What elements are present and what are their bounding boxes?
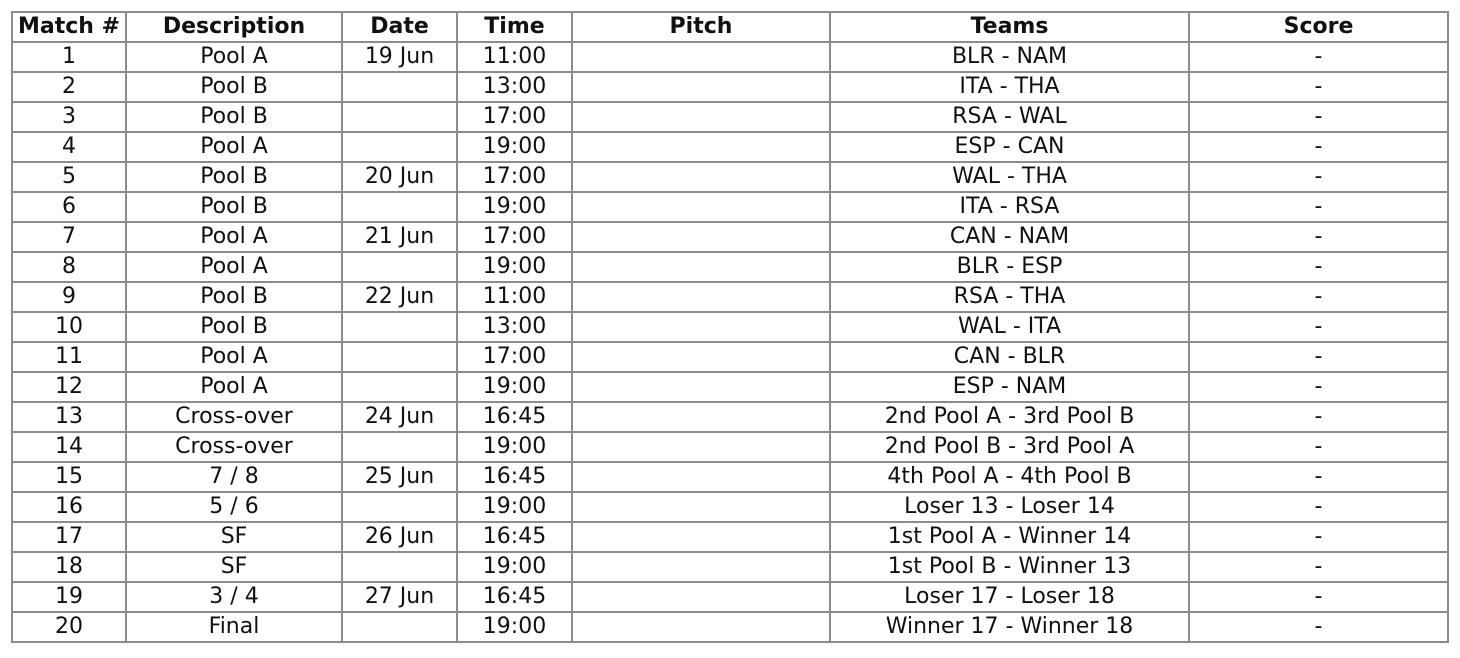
cell-match: 15 (12, 462, 126, 492)
cell-score: - (1189, 342, 1448, 372)
cell-date (342, 192, 457, 222)
cell-match: 17 (12, 522, 126, 552)
cell-description: Pool B (126, 192, 342, 222)
cell-score: - (1189, 582, 1448, 612)
cell-date (342, 132, 457, 162)
cell-description: Pool A (126, 342, 342, 372)
cell-teams: WAL - THA (830, 162, 1189, 192)
cell-date: 25 Jun (342, 462, 457, 492)
table-row (12, 582, 1448, 612)
cell-teams: Loser 13 - Loser 14 (830, 492, 1189, 522)
cell-teams: 4th Pool A - 4th Pool B (830, 462, 1189, 492)
table-row (12, 162, 1448, 192)
cell-pitch (572, 342, 830, 372)
table-row (12, 342, 1448, 372)
cell-teams: CAN - NAM (830, 222, 1189, 252)
cell-pitch (572, 252, 830, 282)
cell-match: 8 (12, 252, 126, 282)
cell-match: 11 (12, 342, 126, 372)
table-row (12, 42, 1448, 72)
cell-teams: ITA - THA (830, 72, 1189, 102)
header-score: Score (1189, 12, 1448, 42)
cell-description: SF (126, 522, 342, 552)
cell-teams: CAN - BLR (830, 342, 1189, 372)
cell-teams: ESP - CAN (830, 132, 1189, 162)
cell-match: 1 (12, 42, 126, 72)
cell-pitch (572, 372, 830, 402)
cell-match: 19 (12, 582, 126, 612)
cell-description: 5 / 6 (126, 492, 342, 522)
cell-date (342, 372, 457, 402)
cell-time: 17:00 (457, 162, 572, 192)
cell-description: 7 / 8 (126, 462, 342, 492)
cell-description: 3 / 4 (126, 582, 342, 612)
cell-pitch (572, 162, 830, 192)
cell-time: 19:00 (457, 492, 572, 522)
table-row (12, 72, 1448, 102)
table-row (12, 492, 1448, 522)
cell-teams: 1st Pool B - Winner 13 (830, 552, 1189, 582)
table-row (12, 132, 1448, 162)
cell-score: - (1189, 252, 1448, 282)
cell-score: - (1189, 282, 1448, 312)
cell-match: 2 (12, 72, 126, 102)
cell-pitch (572, 432, 830, 462)
cell-time: 16:45 (457, 402, 572, 432)
cell-time: 13:00 (457, 72, 572, 102)
cell-pitch (572, 402, 830, 432)
cell-score: - (1189, 72, 1448, 102)
cell-description: Pool A (126, 252, 342, 282)
header-teams: Teams (830, 12, 1189, 42)
cell-time: 17:00 (457, 102, 572, 132)
cell-time: 19:00 (457, 612, 572, 642)
cell-time: 11:00 (457, 282, 572, 312)
cell-teams: 1st Pool A - Winner 14 (830, 522, 1189, 552)
cell-pitch (572, 72, 830, 102)
cell-score: - (1189, 552, 1448, 582)
cell-match: 10 (12, 312, 126, 342)
cell-score: - (1189, 462, 1448, 492)
cell-date (342, 552, 457, 582)
cell-time: 16:45 (457, 462, 572, 492)
cell-score: - (1189, 42, 1448, 72)
header-pitch: Pitch (572, 12, 830, 42)
cell-time: 19:00 (457, 432, 572, 462)
cell-teams: WAL - ITA (830, 312, 1189, 342)
cell-teams: BLR - ESP (830, 252, 1189, 282)
table-row (12, 222, 1448, 252)
cell-teams: RSA - THA (830, 282, 1189, 312)
cell-date (342, 612, 457, 642)
cell-description: Pool A (126, 42, 342, 72)
header-time: Time (457, 12, 572, 42)
cell-description: Pool A (126, 372, 342, 402)
cell-description: Pool B (126, 282, 342, 312)
cell-date (342, 72, 457, 102)
cell-match: 3 (12, 102, 126, 132)
cell-description: Cross-over (126, 402, 342, 432)
cell-match: 5 (12, 162, 126, 192)
header-date: Date (342, 12, 457, 42)
cell-description: Cross-over (126, 432, 342, 462)
cell-description: Pool A (126, 222, 342, 252)
table-row (12, 612, 1448, 642)
cell-pitch (572, 582, 830, 612)
cell-pitch (572, 132, 830, 162)
cell-match: 9 (12, 282, 126, 312)
cell-score: - (1189, 132, 1448, 162)
cell-time: 19:00 (457, 132, 572, 162)
cell-match: 13 (12, 402, 126, 432)
table-row (12, 372, 1448, 402)
cell-time: 19:00 (457, 252, 572, 282)
cell-date (342, 492, 457, 522)
cell-score: - (1189, 522, 1448, 552)
cell-description: Pool B (126, 312, 342, 342)
cell-score: - (1189, 432, 1448, 462)
header-row (12, 12, 1448, 42)
header-description: Description (126, 12, 342, 42)
cell-date: 19 Jun (342, 42, 457, 72)
cell-score: - (1189, 492, 1448, 522)
cell-score: - (1189, 102, 1448, 132)
cell-time: 16:45 (457, 522, 572, 552)
cell-score: - (1189, 312, 1448, 342)
cell-description: Pool B (126, 72, 342, 102)
cell-time: 11:00 (457, 42, 572, 72)
cell-match: 7 (12, 222, 126, 252)
cell-time: 17:00 (457, 342, 572, 372)
table-body (12, 42, 1448, 642)
cell-match: 20 (12, 612, 126, 642)
cell-description: Pool B (126, 102, 342, 132)
cell-date: 21 Jun (342, 222, 457, 252)
cell-match: 6 (12, 192, 126, 222)
table-row (12, 312, 1448, 342)
cell-pitch (572, 552, 830, 582)
cell-teams: ITA - RSA (830, 192, 1189, 222)
cell-description: SF (126, 552, 342, 582)
table-row (12, 282, 1448, 312)
cell-teams: 2nd Pool A - 3rd Pool B (830, 402, 1189, 432)
cell-pitch (572, 102, 830, 132)
cell-score: - (1189, 372, 1448, 402)
table-row (12, 102, 1448, 132)
cell-teams: BLR - NAM (830, 42, 1189, 72)
cell-time: 13:00 (457, 312, 572, 342)
cell-date: 22 Jun (342, 282, 457, 312)
cell-date (342, 102, 457, 132)
cell-date (342, 342, 457, 372)
cell-date: 27 Jun (342, 582, 457, 612)
cell-match: 12 (12, 372, 126, 402)
cell-teams: Winner 17 - Winner 18 (830, 612, 1189, 642)
cell-pitch (572, 192, 830, 222)
cell-time: 19:00 (457, 552, 572, 582)
cell-date: 26 Jun (342, 522, 457, 552)
cell-match: 4 (12, 132, 126, 162)
cell-pitch (572, 522, 830, 552)
table-row (12, 252, 1448, 282)
table-row (12, 192, 1448, 222)
cell-description: Pool A (126, 132, 342, 162)
table-row (12, 432, 1448, 462)
cell-score: - (1189, 222, 1448, 252)
cell-pitch (572, 282, 830, 312)
cell-time: 16:45 (457, 582, 572, 612)
cell-teams: ESP - NAM (830, 372, 1189, 402)
header-match: Match # (12, 12, 126, 42)
cell-pitch (572, 612, 830, 642)
table-row (12, 522, 1448, 552)
cell-time: 19:00 (457, 192, 572, 222)
cell-description: Pool B (126, 162, 342, 192)
cell-match: 16 (12, 492, 126, 522)
cell-score: - (1189, 192, 1448, 222)
cell-time: 19:00 (457, 372, 572, 402)
cell-pitch (572, 492, 830, 522)
cell-date (342, 312, 457, 342)
match-schedule-table (11, 11, 1449, 643)
table-row (12, 402, 1448, 432)
cell-pitch (572, 42, 830, 72)
cell-date: 24 Jun (342, 402, 457, 432)
cell-description: Final (126, 612, 342, 642)
cell-pitch (572, 312, 830, 342)
cell-score: - (1189, 162, 1448, 192)
cell-teams: 2nd Pool B - 3rd Pool A (830, 432, 1189, 462)
cell-score: - (1189, 402, 1448, 432)
cell-pitch (572, 222, 830, 252)
table-row (12, 552, 1448, 582)
cell-teams: RSA - WAL (830, 102, 1189, 132)
cell-pitch (572, 462, 830, 492)
cell-score: - (1189, 612, 1448, 642)
cell-date (342, 252, 457, 282)
table-header (12, 12, 1448, 42)
cell-teams: Loser 17 - Loser 18 (830, 582, 1189, 612)
table-row (12, 462, 1448, 492)
cell-match: 18 (12, 552, 126, 582)
cell-match: 14 (12, 432, 126, 462)
cell-time: 17:00 (457, 222, 572, 252)
cell-date (342, 432, 457, 462)
cell-date: 20 Jun (342, 162, 457, 192)
